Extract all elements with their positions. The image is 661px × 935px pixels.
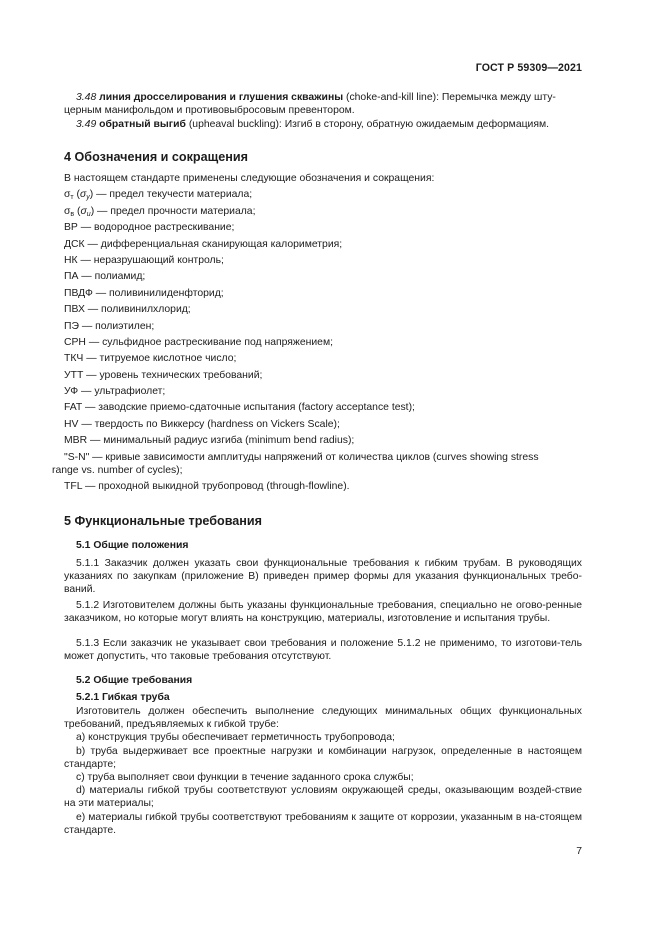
definition-term: линия дросселирования и глушения скважины [99,92,344,103]
requirements-intro: Изготовитель должен обеспечить выполнение следующих минимальных общих функциональных требований, предъявляемых к гибкой трубе: [64,706,582,731]
paragraph-5-1-2: 5.1.2 Изготовителем должны быть указаны функциональные требования, специально не огово-ренные заказчиком, но которые могут влиять на конструкцию, материалы, изготовление и испытания трубы. [64,600,582,625]
requirement-item: d) материалы гибкой трубы соответствуют условиям окружающей среды, оказывающим воздей-ствие на эти материалы; [64,785,582,810]
definition-text: (upheaval buckling): Изгиб в сторону, обратную ожидаемым деформациям. [185,119,550,130]
abbreviation-item: УФ — ультрафиолет; [64,386,166,398]
abbreviation-sn-line2: range vs. number of cycles); [52,464,183,476]
abbreviation-list [52,172,570,497]
definition-3-49 [76,118,582,131]
requirement-item: c) труба выполняет свои функции в течение заданного срока службы; [76,772,414,784]
requirement-item: e) материалы гибкой трубы соответствуют требованиям к защите от коррозии, указанным в на-стоящем стандарте. [64,811,582,836]
definition-3-48 [64,91,582,117]
abbreviation-item: MBR — минимальный радиус изгиба (minimum bend radius); [64,435,355,447]
definition-number: 3.48 [76,92,97,103]
abbreviation-sn-line1: "S-N" — кривые зависимости амплитуды напряжений от количества циклов (curves showing stress [64,451,539,463]
abbreviation-item: ДСК — дифференциальная сканирующая калориметрия; [64,238,343,250]
document-header: ГОСТ Р 59309—2021 [475,62,582,74]
subsection-5-1-title: 5.1 Общие положения [76,540,189,551]
abbreviation-item: УТТ — уровень технических требований; [64,369,263,381]
definition-number: 3.49 [76,119,97,130]
section-4-title: 4 Обозначения и сокращения [64,150,248,164]
section-5-title: 5 Функциональные требования [64,514,263,528]
requirements-block [64,705,582,837]
abbreviation-item: HV — твердость по Виккерсу (hardness on Vickers Scale); [64,418,340,430]
paragraph-5-1-3: 5.1.3 Если заказчик не указывает свои требования и положение 5.1.2 не применимо, то изготови-тель может допустить, что таковые требования отсутствуют. [64,638,582,663]
definition-text: (choke-and-kill line): Перемычка между шту- [343,92,556,103]
abbreviation-item: НК — неразрушающий контроль; [64,254,224,266]
abbreviation-item: ВР — водородное растрескивание; [64,222,235,234]
subsection-5-2-1-title: 5.2.1 Гибкая труба [76,692,170,703]
abbreviation-item: СРН — сульфидное растрескивание под напряжением; [64,336,333,348]
abbreviation-item: ПЭ — полиэтилен; [64,320,155,332]
abbreviation-intro: В настоящем стандарте применены следующие обозначения и сокращения: [64,173,435,184]
definition-continuation: церным манифольдом и противовыбросовым превентором. [64,105,355,117]
abbreviation-item: ПВДФ — поливинилиденфторид; [64,287,224,299]
abbreviation-item: ТКЧ — титруемое кислотное число; [64,353,237,365]
abbreviation-item: FAT — заводские приемо-сдаточные испытания (factory acceptance test); [64,402,415,414]
symbol-tensile-strength: $\sigma_в$ $(\sigma_u)$ — предел прочности материала; [64,205,256,218]
requirement-item: b) труба выдерживает все проектные нагрузки и комбинации нагрузок, определенные в настоящем стандарте; [64,745,582,770]
definition-term: обратный выгиб [99,119,186,130]
symbol-yield-strength: $\sigma_т$ $(\sigma_y)$ — предел текучести материала; [64,189,253,202]
paragraph-5-1-1: 5.1.1 Заказчик должен указать свои функциональные требования к гибким трубам. В руководящих указаниях по закупкам (приложение В) приведен пример формы для указания функциональных требо-ваний. [64,558,582,596]
abbreviation-item: ПА — полиамид; [64,271,146,283]
requirement-item: a) конструкция трубы обеспечивает герметичность трубопровода; [76,732,395,744]
abbreviation-item: ПВХ — поливинилхлорид; [64,304,191,316]
page-number: 7 [576,846,582,857]
subsection-5-2-title: 5.2 Общие требования [76,675,193,686]
abbreviation-item: TFL — проходной выкидной трубопровод (through-flowline). [64,481,350,493]
